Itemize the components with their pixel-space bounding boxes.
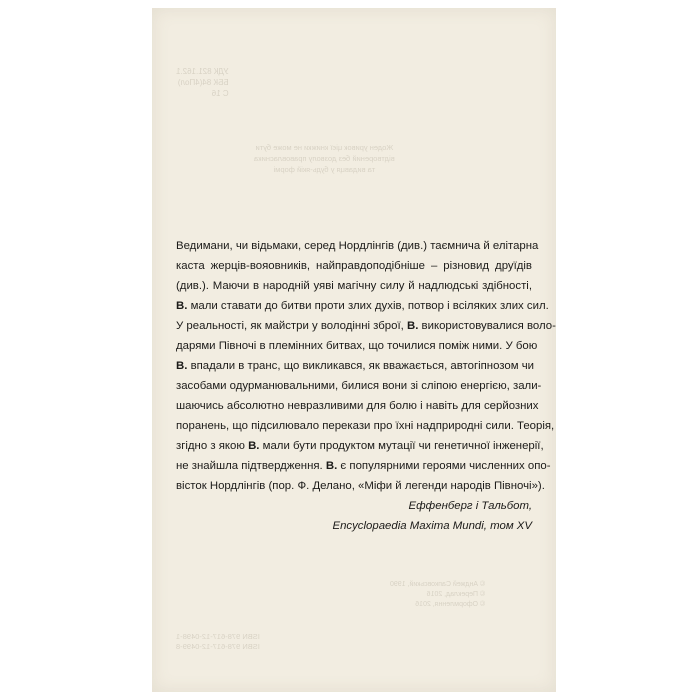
- entry-text: шаючись абсолютно невразливими для болю і навіть для серйозних: [176, 400, 539, 412]
- encyclopedia-entry: [176, 236, 556, 536]
- entry-text: У реальності, як майстри у володінні зброї,: [176, 320, 407, 332]
- entry-line: [176, 376, 542, 396]
- entry-text: каста жерців-вояовників, найправдоподібніше – різновид друїдів: [176, 260, 532, 272]
- entry-text: засобами одурманювальними, билися вони зі сліпою енергією, зали-: [176, 380, 542, 392]
- entry-text: є популярними героями численних опо-: [337, 460, 551, 472]
- entry-line: [176, 476, 545, 496]
- entry-line: [176, 296, 549, 316]
- entry-line: [176, 256, 532, 276]
- bleed-through-isbn: ISBN 978-617-12-0498-1 ISBN 978-617-12-0499-8: [176, 632, 260, 651]
- entry-text: мали ставати до битви проти злих духів, потвор і всіляких злих сил.: [187, 300, 549, 312]
- entry-text: згідно з якою: [176, 440, 249, 452]
- entry-line: [176, 416, 555, 436]
- entry-body: [176, 236, 556, 496]
- entry-text: (див.). Маючи в народній уяві магічну силу й надлюдські здібності,: [176, 280, 532, 292]
- bleed-through-copyright: © Анджей Сапковський, 1990 © Переклад, 2016 © Оформлення, 2016: [390, 581, 486, 608]
- entry-abbreviation: В.: [176, 300, 188, 312]
- entry-abbreviation: В.: [248, 440, 260, 452]
- entry-line: [176, 356, 535, 376]
- entry-text: використовувалися воло-: [418, 320, 556, 332]
- entry-abbreviation: В.: [325, 460, 338, 472]
- entry-abbreviation: В.: [406, 320, 419, 332]
- entry-line: [176, 236, 539, 256]
- entry-line: [176, 276, 532, 296]
- entry-abbreviation: В.: [176, 360, 188, 372]
- entry-line: [176, 336, 538, 356]
- bleed-through-codes: УДК 821.162.1 ББК 84(4Пол) С 16: [176, 67, 229, 98]
- entry-text: поранень, що підсилювало перекази про їхні надприродні сили. Теорія,: [176, 420, 555, 432]
- entry-line: [176, 436, 544, 456]
- entry-line: [176, 316, 556, 336]
- attribution-authors: Еффенберг і Тальбот,: [408, 500, 532, 512]
- entry-text: впадали в транс, що викликався, як вважається, автогіпнозом чи: [187, 360, 535, 372]
- entry-line: [176, 396, 539, 416]
- bleed-through-notice: Жоден уривок цієї книжки не може бути відтворений без дозволу правовласника та видавця у будь-якій формі: [254, 143, 395, 174]
- entry-text: мали бути продуктом мутації чи генетичної інженерії,: [259, 440, 544, 452]
- entry-line: [176, 456, 551, 476]
- attribution-source: Encyclopaedia Maxima Mundi, том XV: [332, 520, 532, 532]
- entry-text: вісток Нордлінгів (пор. Ф. Делано, «Міфи й легенди народів Півночі»).: [176, 480, 545, 492]
- entry-text: не знайшла підтвердження.: [176, 460, 326, 472]
- entry-text: Ведимани, чи відьмаки, серед Нордлінгів (див.) таємнича й елітарна: [176, 240, 539, 252]
- entry-text: дарями Півночі в племінних битвах, що точилися поміж ними. У бою: [176, 340, 538, 352]
